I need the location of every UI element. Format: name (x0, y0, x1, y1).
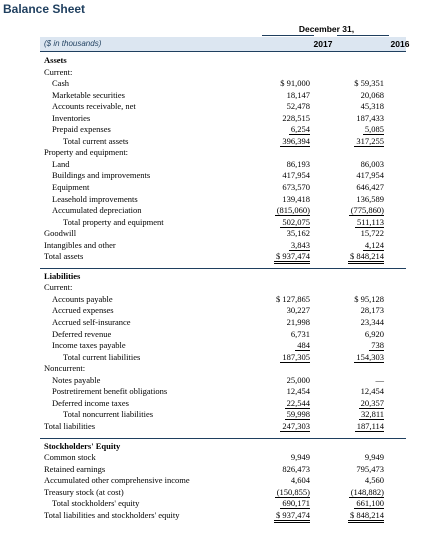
cell-value: 28,173 (360, 305, 384, 316)
value-2016 (324, 113, 384, 125)
row-label: Accounts receivable, net (52, 101, 136, 112)
header-divider (40, 51, 406, 52)
value-2016 (324, 510, 384, 522)
value-2017 (250, 228, 310, 240)
value-2017 (250, 240, 310, 252)
value-2016 (324, 475, 384, 487)
cell-value: 86,193 (286, 158, 310, 169)
units-label: ($ in thousands) (44, 39, 102, 48)
page-title: Balance Sheet (3, 2, 86, 16)
cell-value: 795,473 (356, 463, 384, 474)
table-row (0, 375, 421, 387)
year-2017-header: 2017 (313, 39, 333, 49)
cell-value: 59,998 (286, 409, 310, 420)
table-row (0, 464, 421, 476)
cell-value: 20,068 (360, 89, 384, 100)
row-label: Noncurrent: (44, 363, 86, 374)
table-row (0, 136, 421, 148)
value-2016 (324, 498, 384, 510)
cell-value: 4,604 (290, 475, 310, 486)
date-header: December 31, (298, 24, 355, 34)
table-row (0, 67, 421, 79)
cell-value: 3,843 (290, 239, 310, 250)
row-label: Property and equipment: (44, 147, 129, 158)
cell-value: 4,124 (364, 239, 384, 250)
cell-value: 22,544 (286, 397, 310, 408)
row-label: Common stock (44, 452, 96, 463)
row-label: Total liabilities and stockholders' equity (44, 509, 180, 520)
value-2016 (324, 136, 384, 148)
row-label: Inventories (52, 112, 91, 123)
cell-value: 12,454 (286, 386, 310, 397)
cell-value: 673,570 (282, 182, 310, 193)
cell-value: 32,811 (360, 409, 384, 420)
value-2016 (324, 124, 384, 136)
table-row (0, 113, 421, 125)
row-label: Buildings and improvements (52, 170, 151, 181)
row-label: Total assets (44, 251, 84, 262)
value-2017 (250, 398, 310, 410)
table-row (0, 294, 421, 306)
table-row (0, 352, 421, 364)
value-2016 (324, 182, 384, 194)
table-row (0, 147, 421, 159)
value-2016 (324, 101, 384, 113)
cell-value: 139,418 (282, 193, 310, 204)
table-row (0, 251, 421, 263)
row-label: Income taxes payable (52, 340, 126, 351)
value-2017 (250, 452, 310, 464)
year-rule-2017 (262, 35, 314, 36)
section-heading: Assets (44, 55, 67, 65)
value-2016 (324, 409, 384, 421)
cell-value: 9,949 (290, 452, 310, 463)
cell-value: 9,949 (364, 452, 384, 463)
value-2016 (324, 217, 384, 229)
cell-value: 187,305 (282, 351, 310, 362)
cell-value: 826,473 (282, 463, 310, 474)
table-row (0, 182, 421, 194)
row-label: Accounts payable (52, 293, 113, 304)
row-label: Retained earnings (44, 463, 106, 474)
table-row (0, 452, 421, 464)
cell-value: 30,227 (286, 305, 310, 316)
cell-value: 502,075 (282, 216, 310, 227)
row-label: Leasehold improvements (52, 193, 138, 204)
year-2016-header: 2016 (390, 39, 410, 49)
value-2017 (250, 510, 310, 522)
row-label: Accrued expenses (52, 305, 114, 316)
section-heading: Stockholders' Equity (44, 440, 121, 451)
value-2017 (250, 409, 310, 421)
cell-value: (775,860) (350, 205, 384, 216)
table-row (0, 194, 421, 206)
value-2016 (324, 159, 384, 171)
value-2017 (250, 101, 310, 113)
balance-sheet-table (0, 55, 421, 521)
table-row (0, 329, 421, 341)
table-row (0, 217, 421, 229)
row-label: Deferred income taxes (52, 397, 129, 408)
value-2016 (324, 305, 384, 317)
value-2016 (324, 386, 384, 398)
row-label: Total current liabilities (63, 351, 141, 362)
value-2017 (250, 386, 310, 398)
cell-value: 6,920 (364, 328, 384, 339)
value-2016 (324, 329, 384, 341)
cell-value: 396,394 (282, 135, 310, 146)
year-rule-2016 (337, 35, 389, 36)
value-2017 (250, 317, 310, 329)
table-row (0, 421, 421, 433)
cell-value: $ 59,351 (354, 78, 384, 89)
cell-value: $ 937,474 (274, 251, 310, 264)
value-2017 (250, 340, 310, 352)
value-2017 (250, 498, 310, 510)
row-label: Intangibles and other (44, 239, 116, 250)
cell-value: 35,162 (286, 228, 310, 239)
value-2017 (250, 217, 310, 229)
value-2016 (324, 340, 384, 352)
value-2017 (250, 475, 310, 487)
value-2017 (250, 251, 310, 263)
row-label: Total liabilities (44, 420, 96, 431)
row-label: Total property and equipment (63, 216, 164, 227)
table-row (0, 159, 421, 171)
cell-value: 417,954 (282, 170, 310, 181)
row-label: Accumulated other comprehensive income (44, 475, 190, 486)
row-label: Current: (44, 282, 73, 293)
row-label: Total current assets (63, 135, 129, 146)
table-row (0, 475, 421, 487)
cell-value: 511,113 (357, 216, 384, 227)
value-2016 (324, 228, 384, 240)
cell-value: 317,255 (356, 135, 384, 146)
value-2016 (324, 90, 384, 102)
value-2017 (250, 124, 310, 136)
cell-value: 690,171 (282, 498, 310, 509)
cell-value: 86,003 (360, 158, 384, 169)
section-divider (40, 268, 406, 269)
cell-value: 6,254 (290, 124, 310, 135)
row-label: Notes payable (52, 374, 101, 385)
table-row (0, 271, 421, 283)
cell-value: 187,433 (356, 112, 384, 123)
table-row (0, 409, 421, 421)
row-label: Land (52, 158, 70, 169)
value-2016 (324, 452, 384, 464)
cell-value: (150,855) (276, 486, 310, 497)
table-row (0, 386, 421, 398)
column-header-band (40, 37, 410, 51)
value-2017 (250, 421, 310, 433)
table-row (0, 498, 421, 510)
row-label: Treasury stock (at cost) (44, 486, 124, 497)
table-row (0, 228, 421, 240)
value-2017 (250, 136, 310, 148)
value-2017 (250, 90, 310, 102)
row-label: Deferred revenue (52, 328, 112, 339)
table-row (0, 510, 421, 522)
cell-value: 18,147 (286, 89, 310, 100)
row-label: Marketable securities (52, 89, 125, 100)
cell-value: (148,882) (350, 486, 384, 497)
value-2017 (250, 182, 310, 194)
cell-value: 45,318 (360, 101, 384, 112)
value-2016 (324, 352, 384, 364)
cell-value: 15,722 (360, 228, 384, 239)
value-2017 (250, 205, 310, 217)
table-row (0, 240, 421, 252)
value-2016 (324, 317, 384, 329)
row-label: Accrued self-insurance (52, 317, 131, 328)
value-2016 (324, 78, 384, 90)
value-2017 (250, 294, 310, 306)
row-label: Accumulated depreciation (52, 205, 142, 216)
section-divider (40, 438, 406, 439)
row-label: Postretirement benefit obligations (52, 386, 168, 397)
value-2017 (250, 194, 310, 206)
table-row (0, 305, 421, 317)
table-row (0, 78, 421, 90)
value-2016 (324, 240, 384, 252)
cell-value: 484 (297, 340, 310, 351)
cell-value: 25,000 (286, 374, 310, 385)
table-row (0, 398, 421, 410)
cell-value: 12,454 (360, 386, 384, 397)
section-spacer (0, 433, 421, 441)
table-row (0, 363, 421, 375)
value-2016 (324, 398, 384, 410)
cell-value: $ 937,474 (274, 510, 310, 523)
value-2017 (250, 375, 310, 387)
value-2016 (324, 170, 384, 182)
table-row (0, 282, 421, 294)
value-2016 (324, 375, 384, 387)
cell-value: 4,560 (364, 475, 384, 486)
cell-value: 20,357 (360, 397, 384, 408)
cell-value: 417,954 (356, 170, 384, 181)
table-row (0, 317, 421, 329)
cell-value: (815,060) (276, 205, 310, 216)
cell-value: 738 (371, 340, 384, 351)
row-label: Current: (44, 66, 73, 77)
value-2016 (324, 421, 384, 433)
row-label: Prepaid expenses (52, 124, 111, 135)
table-row (0, 101, 421, 113)
value-2017 (250, 159, 310, 171)
cell-value: $ 91,000 (280, 78, 310, 89)
cell-value: 646,427 (356, 182, 384, 193)
value-2017 (250, 464, 310, 476)
cell-value: 6,731 (290, 328, 310, 339)
cell-value: 136,589 (356, 193, 384, 204)
cell-value: $ 127,865 (276, 293, 310, 304)
cell-value: 5,085 (364, 124, 384, 135)
row-label: Total noncurrent liabilities (63, 409, 154, 420)
cell-value: 228,515 (282, 112, 310, 123)
cell-value: 23,344 (360, 317, 384, 328)
table-row (0, 170, 421, 182)
cell-value: 52,478 (286, 101, 310, 112)
cell-value: 661,100 (356, 498, 384, 509)
value-2016 (324, 194, 384, 206)
value-2017 (250, 329, 310, 341)
row-label: Total stockholders' equity (52, 498, 140, 509)
table-row (0, 487, 421, 499)
row-label: Goodwill (44, 228, 77, 239)
cell-value: $ 848,214 (348, 251, 384, 264)
table-row (0, 205, 421, 217)
section-spacer (0, 263, 421, 271)
value-2017 (250, 352, 310, 364)
cell-value: 21,998 (286, 317, 310, 328)
value-2017 (250, 170, 310, 182)
row-label: Equipment (52, 182, 90, 193)
section-heading: Liabilities (44, 270, 81, 281)
table-row (0, 55, 421, 67)
cell-value: 154,303 (356, 351, 384, 362)
cell-value: 187,114 (356, 420, 384, 431)
cell-value: $ 848,214 (348, 510, 384, 523)
value-2016 (324, 487, 384, 499)
table-row (0, 124, 421, 136)
value-2017 (250, 113, 310, 125)
value-2016 (324, 294, 384, 306)
cell-value: $ 95,128 (354, 293, 384, 304)
cell-value: 247,303 (282, 420, 310, 431)
row-label: Cash (52, 78, 69, 89)
table-row (0, 441, 421, 453)
value-2016 (324, 251, 384, 263)
value-2017 (250, 78, 310, 90)
value-2017 (250, 487, 310, 499)
value-2016 (324, 205, 384, 217)
value-2016 (324, 464, 384, 476)
table-row (0, 340, 421, 352)
table-row (0, 90, 421, 102)
cell-value: — (375, 374, 384, 385)
value-2017 (250, 305, 310, 317)
